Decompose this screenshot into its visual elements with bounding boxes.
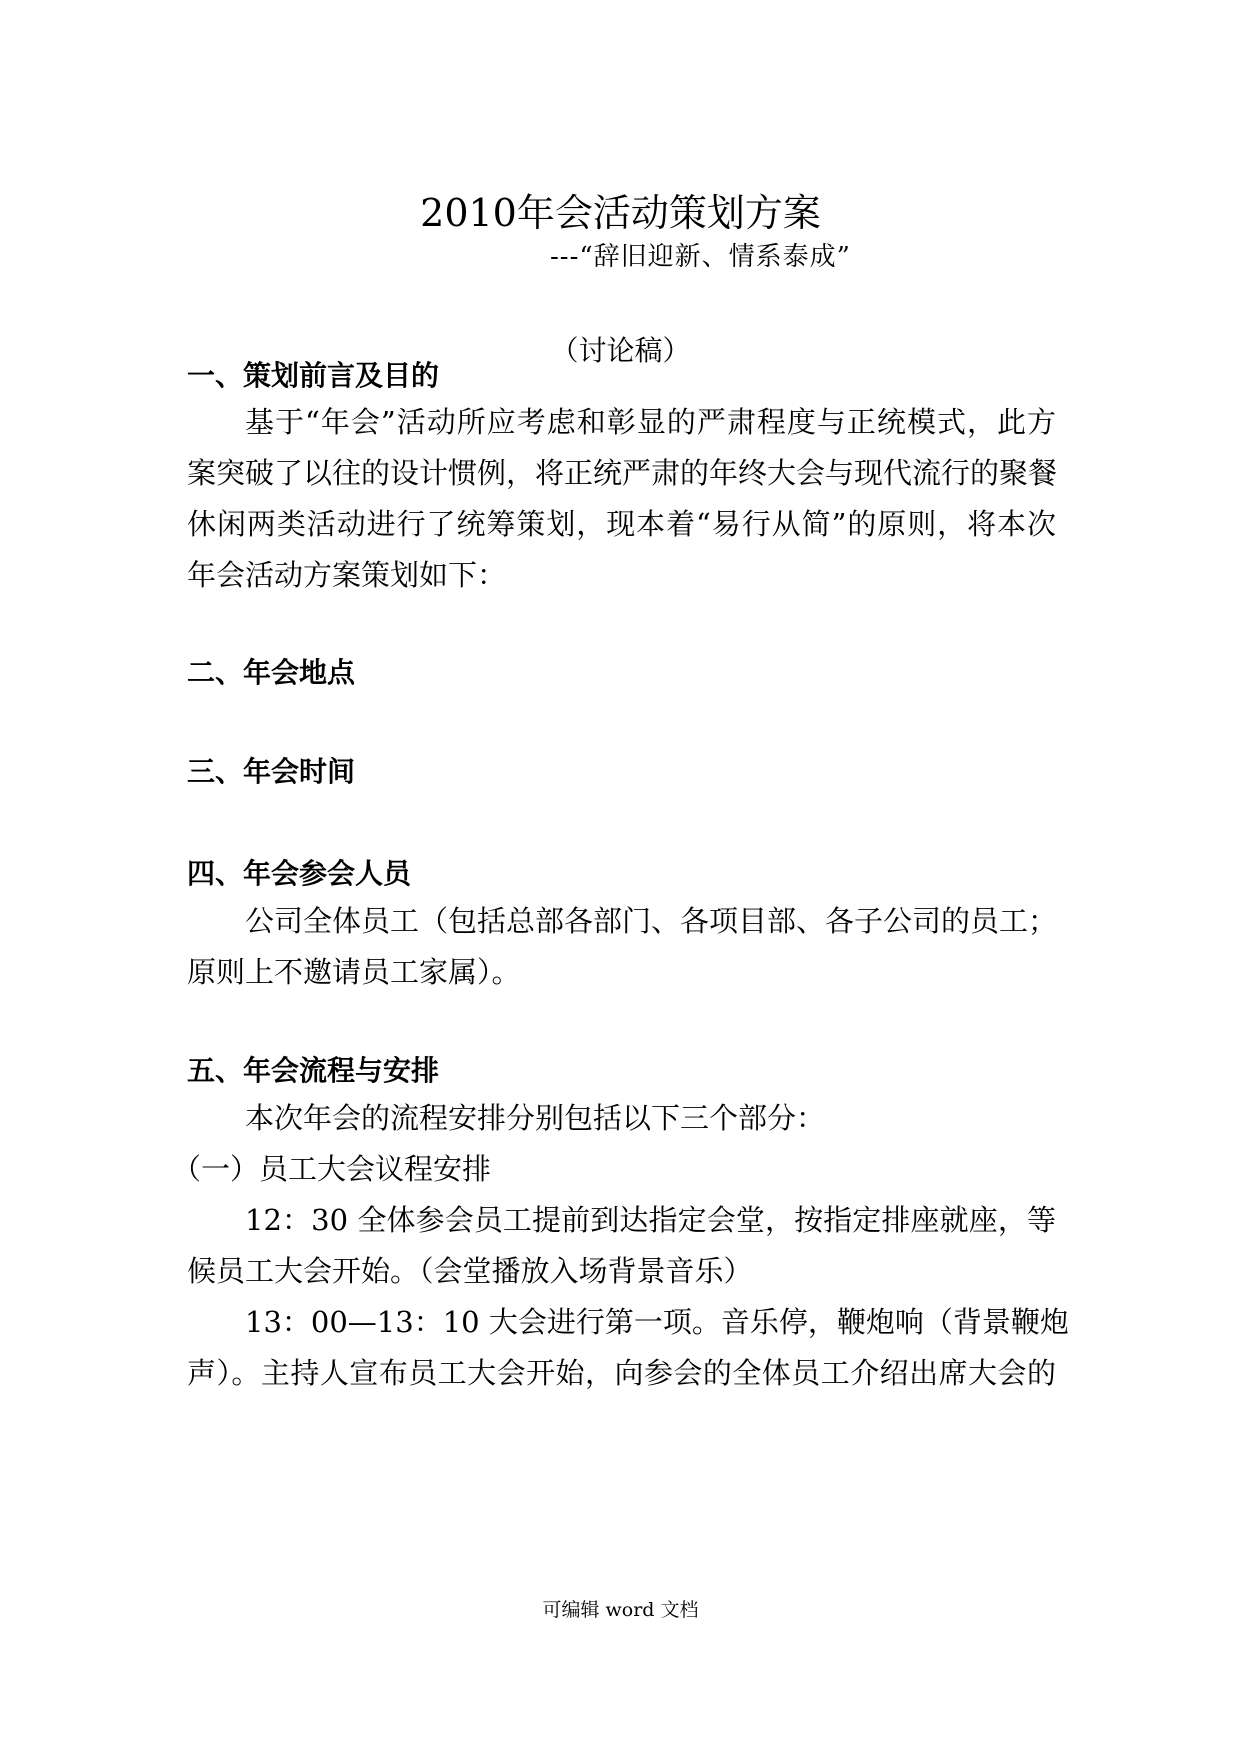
section-heading-4: 四、年会参会人员: [187, 857, 412, 890]
paragraph-line: 声）。主持人宣布员工大会开始，向参会的全体员工介绍出席大会的: [187, 1356, 1056, 1390]
paragraph-line: 基于“年会”活动所应考虑和彰显的严肃程度与正统模式，此方: [245, 405, 1056, 439]
section-heading-5: 五、年会流程与安排: [187, 1054, 440, 1087]
paragraph-line: 休闲两类活动进行了统筹策划，现本着“易行从简”的原则，将本次: [187, 507, 1056, 541]
paragraph-line: 12：30 全体参会员工提前到达指定会堂，按指定排座就座，等: [245, 1203, 1056, 1237]
draft-note: （讨论稿）: [550, 334, 691, 367]
document-subtitle: ---“辞旧迎新、情系泰成”: [550, 242, 851, 272]
document-title: 2010年会活动策划方案: [420, 191, 821, 235]
paragraph-line: 案突破了以往的设计惯例，将正统严肃的年终大会与现代流行的聚餐: [187, 456, 1058, 490]
section-heading-1: 一、策划前言及目的: [187, 359, 440, 392]
paragraph-line: 公司全体员工（包括总部各部门、各项目部、各子公司的员工；: [245, 904, 1058, 938]
paragraph-line: 13：00—13：10 大会进行第一项。音乐停，鞭炮响（背景鞭炮: [245, 1305, 1069, 1339]
paragraph-line: 年会活动方案策划如下：: [187, 558, 507, 592]
section-heading-3: 三、年会时间: [187, 755, 356, 788]
section-heading-2: 二、年会地点: [187, 656, 356, 689]
paragraph-line: 原则上不邀请员工家属）。: [187, 955, 521, 989]
page-footer: 可编辑 word 文档: [542, 1599, 699, 1621]
paragraph-line: 候员工大会开始。（会堂播放入场背景音乐）: [187, 1254, 753, 1288]
paragraph-line: 本次年会的流程安排分别包括以下三个部分：: [245, 1101, 826, 1135]
sub-heading: （一）员工大会议程安排: [172, 1152, 492, 1186]
